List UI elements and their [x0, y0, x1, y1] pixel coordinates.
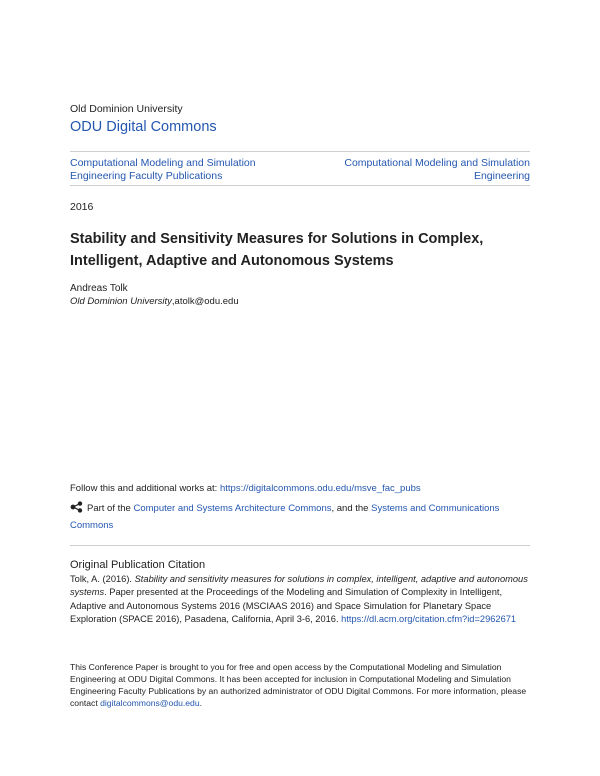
citation-text: . Paper presented at the Proceedings of the Modeling and Simulation of Complexity in Intelligent, Adaptive and Autonomous Systems 2016 (MSCIAAS 2016) and Space Simulation for Planetary Space Exploration (SPACE 2016), Pasadena, California, April 3-6, 2016. — [70, 587, 503, 624]
citation-heading: Original Publication Citation — [70, 559, 206, 571]
collection-link-left[interactable]: Computational Modeling and Simulation Engineering Faculty Publications — [70, 157, 256, 182]
divider-top — [70, 151, 530, 152]
part-of-line — [70, 501, 530, 533]
computer-systems-architecture-link[interactable]: Computer and Systems Architecture Commons — [133, 503, 332, 514]
follow-prefix: Follow this and additional works at: — [70, 483, 218, 494]
footer-end: . — [199, 698, 202, 708]
footer-notice — [70, 661, 530, 709]
citation-prefix: Tolk, A. (2016). — [70, 574, 133, 584]
partof-prefix: Part of the — [87, 503, 131, 514]
systems-communications-link[interactable]: Systems and Communications Commons — [70, 503, 500, 531]
publication-year: 2016 — [70, 201, 94, 213]
citation-body — [70, 573, 530, 626]
affiliation-separator: , — [171, 296, 175, 307]
author-institution: Old Dominion University — [70, 296, 172, 307]
author-affiliation — [70, 296, 239, 307]
follow-url-link[interactable]: https://digitalcommons.odu.edu/msve_fac_pubs — [219, 483, 421, 494]
author-email: atolk@odu.edu — [174, 296, 239, 307]
repository-link[interactable]: ODU Digital Commons — [70, 119, 217, 135]
follow-line — [70, 483, 540, 494]
partof-mid: , and the — [331, 503, 369, 514]
contact-email-link[interactable]: digitalcommons@odu.edu — [100, 698, 200, 708]
divider-citation — [70, 545, 530, 546]
institution-name: Old Dominion University — [70, 103, 183, 115]
divider-collections — [70, 185, 530, 186]
collection-link-right[interactable]: Computational Modeling and Simulation Engineering — [344, 157, 530, 182]
citation-title: Stability and sensitivity measures for solutions in complex, intelligent, adaptive and autonomous systems — [70, 574, 528, 598]
network-share-icon — [70, 501, 83, 518]
paper-title: Stability and Sensitivity Measures for Solutions in Complex, Intelligent, Adaptive and Autonomous Systems — [70, 231, 484, 269]
author-name: Andreas Tolk — [70, 283, 128, 294]
citation-url-link[interactable]: https://dl.acm.org/citation.cfm?id=2962671 — [341, 613, 517, 624]
footer-text: This Conference Paper is brought to you for free and open access by the Computational Modeling and Simulation Engineering at ODU Digital Commons. It has been accepted for inclusion in Computational Modeling and Simulation Engineering Faculty Publications by an authorized administrator of ODU Digital Commons. For more information, please contact — [70, 662, 527, 708]
